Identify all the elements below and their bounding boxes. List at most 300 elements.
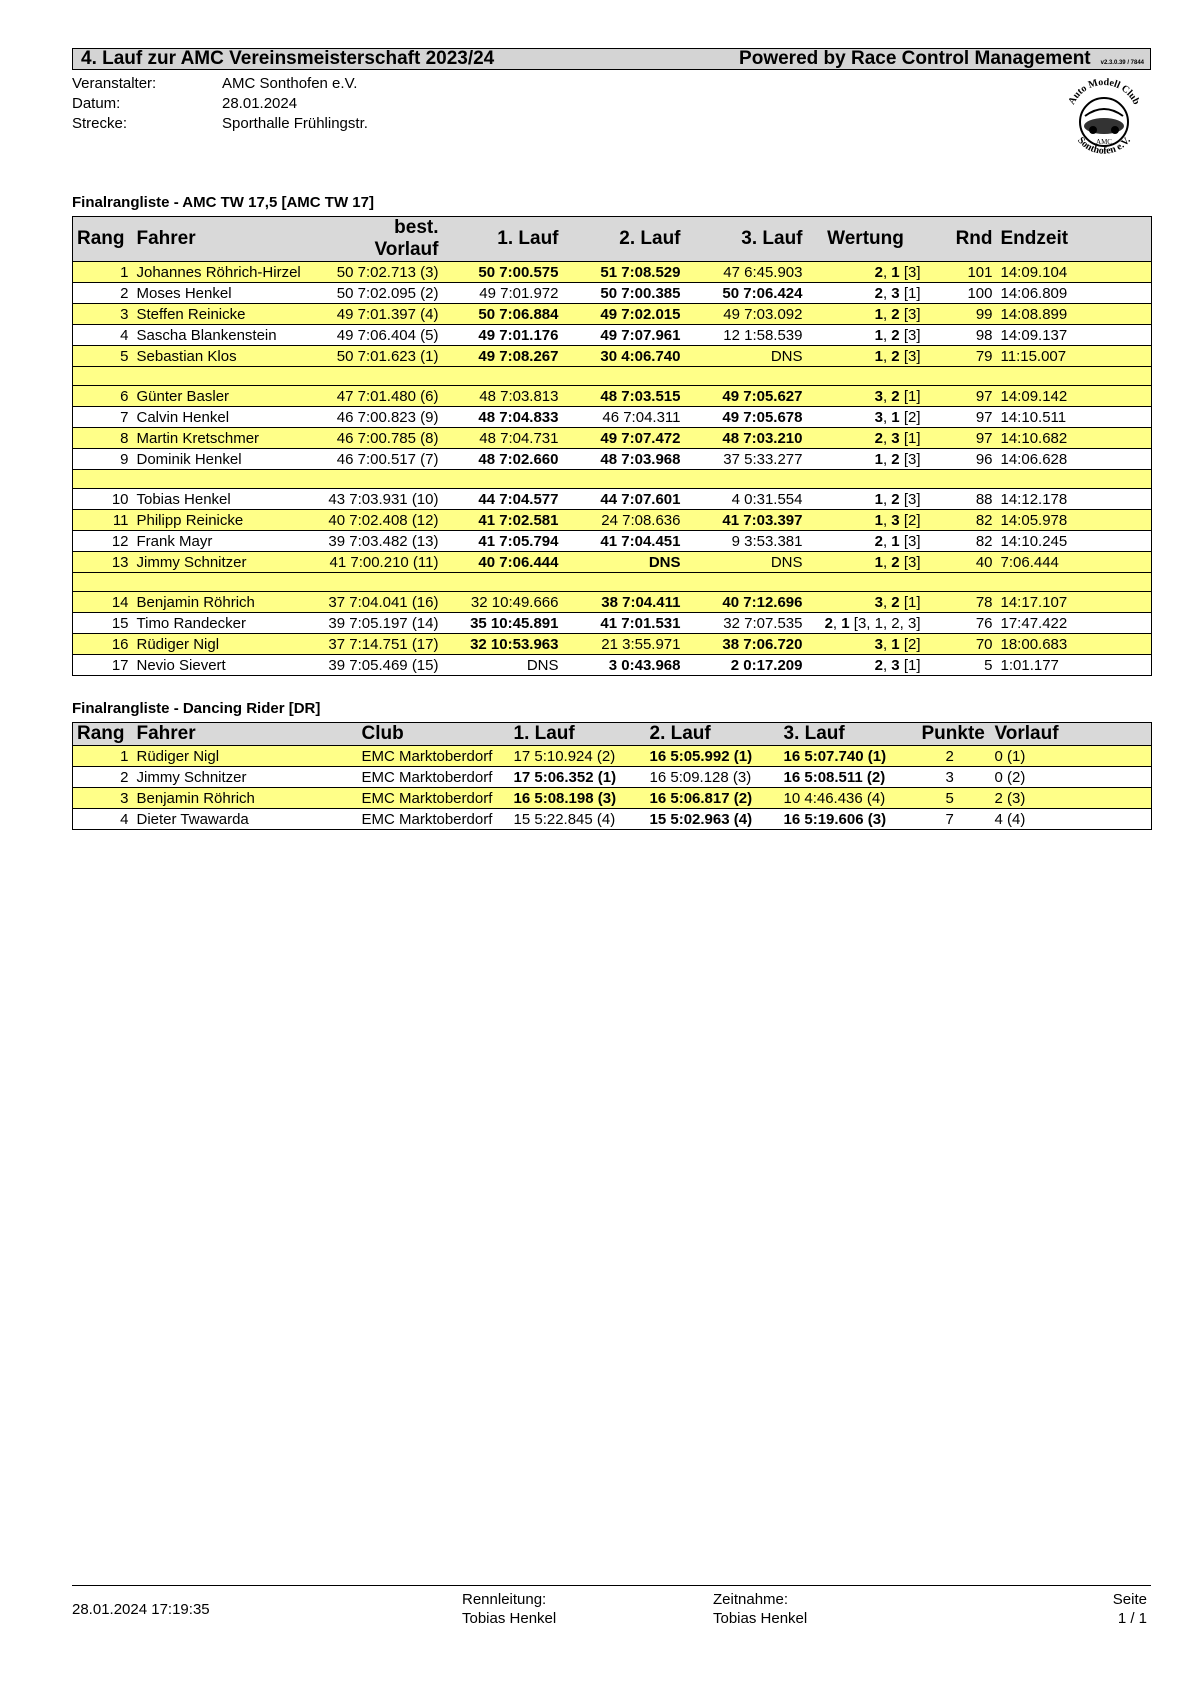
best-heat-cell: 50 7:02.095 (2) [323,283,443,304]
page-footer [72,1585,1151,1627]
run3-cell: 12 1:58.539 [685,325,807,346]
end-time-cell: 14:10.682 [997,428,1152,449]
table-row [73,510,1152,531]
score-cell [807,304,925,325]
score-sep: , [882,387,892,405]
run2-cell [646,788,780,809]
score-cell [807,531,925,552]
col-rnd: Rnd [925,217,997,262]
rank-cell: 4 [73,325,133,346]
run3-cell [685,634,807,655]
end-time-cell: 14:09.137 [997,325,1152,346]
club-cell: EMC Marktoberdorf [358,746,510,767]
run3-cell: 9 3:53.381 [685,531,807,552]
score-first: 2 [874,429,883,447]
score-sep: , [882,305,892,323]
run1-cell [443,613,563,634]
run2-cell [563,386,685,407]
end-time-cell: 18:00.683 [997,634,1152,655]
run2-cell-value: 44 7:07.601 [600,490,681,508]
club-cell: EMC Marktoberdorf [358,788,510,809]
table-row [73,428,1152,449]
driver-cell: Dieter Twawarda [133,809,358,830]
run3-cell [780,809,918,830]
run1-cell-value: 44 7:04.577 [478,490,559,508]
score-detail: [1] [903,429,921,447]
svg-text:Sonthofen e.V.: Sonthofen e.V. [1075,135,1133,157]
run1-cell-value: 41 7:02.581 [478,511,559,529]
run2-cell [646,746,780,767]
run2-cell-value: 50 7:00.385 [600,284,681,302]
run2-cell [563,325,685,346]
score-detail: [3] [903,490,921,508]
col-endzeit: Endzeit [997,217,1152,262]
run1-cell [443,510,563,531]
run1-cell: 32 10:49.666 [443,592,563,613]
meta-label: Veranstalter: [72,75,157,92]
col-fahrer: Fahrer [133,217,323,262]
table-row [73,552,1152,573]
score-cell [807,655,925,676]
run3-cell: 10 4:46.436 (4) [780,788,918,809]
score-sep: , [832,614,842,632]
run3-cell [685,592,807,613]
run1-cell [443,304,563,325]
score-second: 1 [891,635,900,653]
driver-cell: Rüdiger Nigl [133,746,358,767]
end-time-cell: 14:10.511 [997,407,1152,428]
run2-cell-value: 48 7:03.968 [600,450,681,468]
score-detail: [1] [903,284,921,302]
score-first: 2 [874,284,883,302]
run3-cell-value: 49 7:05.678 [722,408,803,426]
score-cell [807,449,925,470]
score-second: 1 [891,408,900,426]
driver-cell: Benjamin Röhrich [133,788,358,809]
version-label: v2.3.0.39 / 7844 [1100,60,1144,66]
score-first: 1 [874,305,883,323]
points-cell: 5 [918,788,991,809]
rank-cell: 9 [73,449,133,470]
separator-cell [73,470,1152,489]
best-heat-cell: 40 7:02.408 (12) [323,510,443,531]
run1-cell-value: 41 7:05.794 [478,532,559,550]
zeitnahme-label: Zeitnahme: [713,1591,789,1608]
run1-cell: 49 7:01.972 [443,283,563,304]
rennleitung-name: Tobias Henkel [462,1610,557,1627]
score-sep: , [882,429,892,447]
score-first: 2 [874,263,883,281]
score-second: 2 [891,326,900,344]
score-cell [807,613,925,634]
run2-cell [563,346,685,367]
run3-cell [780,767,918,788]
page-number [1113,1590,1147,1628]
run3-cell [685,283,807,304]
results-table-tw17 [72,216,1152,676]
points-cell: 2 [918,746,991,767]
best-heat-cell: 46 7:00.823 (9) [323,407,443,428]
score-second: 2 [891,305,900,323]
rank-cell: 3 [73,788,133,809]
run1-cell: 17 5:10.924 (2) [510,746,646,767]
score-first: 2 [874,656,883,674]
table-header [73,217,1152,262]
rounds-cell: 70 [925,634,997,655]
run1-cell: 15 5:22.845 (4) [510,809,646,830]
score-first: 1 [874,347,883,365]
score-sep: , [882,511,892,529]
run2-cell [563,592,685,613]
run1-cell-value: 17 5:06.352 (1) [513,768,617,786]
end-time-cell: 7:06.444 [997,552,1152,573]
rank-cell: 13 [73,552,133,573]
score-detail: [3] [903,450,921,468]
score-cell [807,510,925,531]
end-time-cell: 14:09.104 [997,262,1152,283]
table-row [73,283,1152,304]
meta-label: Datum: [72,95,121,112]
page [72,48,1151,830]
run2-cell [563,304,685,325]
rank-cell: 7 [73,407,133,428]
rounds-cell: 79 [925,346,997,367]
driver-cell: Günter Basler [133,386,323,407]
score-cell [807,634,925,655]
best-heat-cell: 37 7:04.041 (16) [323,592,443,613]
score-first: 1 [874,553,883,571]
run2-cell [563,283,685,304]
rounds-cell: 96 [925,449,997,470]
table-row [73,788,1152,809]
run2-cell [646,809,780,830]
run2-cell-value: 49 7:07.961 [600,326,681,344]
run3-cell: 49 7:03.092 [685,304,807,325]
best-heat-cell: 49 7:01.397 (4) [323,304,443,325]
end-time-cell: 11:15.007 [997,346,1152,367]
score-cell [807,428,925,449]
table-row [73,386,1152,407]
score-second: 3 [891,511,900,529]
driver-cell: Timo Randecker [133,613,323,634]
run3-cell-value: 49 7:05.627 [722,387,803,405]
end-time-cell: 14:08.899 [997,304,1152,325]
run1-cell-value: 16 5:08.198 (3) [513,789,617,807]
run1-cell-value: 48 7:04.833 [478,408,559,426]
run2-cell-value: 49 7:02.015 [600,305,681,323]
run2-cell-value: 16 5:06.817 (2) [649,789,753,807]
run2-cell-value: 3 0:43.968 [608,656,681,674]
rounds-cell: 82 [925,510,997,531]
run1-cell [443,325,563,346]
run1-cell [443,346,563,367]
col-wertung: Wertung [807,217,925,262]
run2-cell-value: 30 4:06.740 [600,347,681,365]
rounds-cell: 97 [925,428,997,449]
score-first: 3 [874,635,883,653]
heat-cell: 0 (2) [991,767,1152,788]
rounds-cell: 99 [925,304,997,325]
run3-cell-value: 16 5:07.740 (1) [783,747,887,765]
score-first: 1 [874,511,883,529]
heat-cell: 2 (3) [991,788,1152,809]
best-heat-cell: 47 7:01.480 (6) [323,386,443,407]
club-cell: EMC Marktoberdorf [358,767,510,788]
run2-cell-value: 15 5:02.963 (4) [649,810,753,828]
run1-cell-value: 40 7:06.444 [478,553,559,571]
score-second: 2 [891,347,900,365]
run3-cell-value: 16 5:08.511 (2) [783,768,886,786]
run2-cell-value: 38 7:04.411 [601,593,681,611]
col-vorlauf: Vorlauf [991,723,1152,746]
table-row [73,634,1152,655]
score-sep: , [882,326,892,344]
rank-cell: 10 [73,489,133,510]
rank-cell: 4 [73,809,133,830]
driver-cell: Nevio Sievert [133,655,323,676]
best-heat-cell: 39 7:03.482 (13) [323,531,443,552]
col-best-vorlauf: best. Vorlauf [323,217,443,262]
score-detail: [3] [903,305,921,323]
seite-value: 1 / 1 [1117,1610,1147,1627]
run1-cell: DNS [443,655,563,676]
driver-cell: Rüdiger Nigl [133,634,323,655]
score-sep: , [882,450,892,468]
run3-cell: DNS [685,346,807,367]
score-first: 1 [874,490,883,508]
driver-cell: Tobias Henkel [133,489,323,510]
driver-cell: Sebastian Klos [133,346,323,367]
score-first: 3 [874,593,883,611]
rank-cell: 8 [73,428,133,449]
run2-cell: 16 5:09.128 (3) [646,767,780,788]
svg-text:AMC: AMC [1096,138,1112,146]
rank-cell: 5 [73,346,133,367]
end-time-cell: 14:12.178 [997,489,1152,510]
rounds-cell: 40 [925,552,997,573]
run3-cell-value: 41 7:03.397 [722,511,803,529]
col-rang: Rang [73,723,133,746]
meta-value: AMC Sonthofen e.V. [222,75,358,92]
rounds-cell: 98 [925,325,997,346]
score-sep: , [882,490,892,508]
score-cell [807,407,925,428]
score-cell [807,489,925,510]
end-time-cell: 14:10.245 [997,531,1152,552]
col-lauf3: 3. Lauf [685,217,807,262]
run2-cell [563,449,685,470]
table-row [73,809,1152,830]
table-row [73,655,1152,676]
driver-cell: Sascha Blankenstein [133,325,323,346]
col-lauf1: 1. Lauf [510,723,646,746]
separator-cell [73,367,1152,386]
heat-cell: 0 (1) [991,746,1152,767]
score-detail: [1] [903,593,921,611]
end-time-cell: 14:05.978 [997,510,1152,531]
run2-cell [563,613,685,634]
best-heat-cell: 50 7:02.713 (3) [323,262,443,283]
best-heat-cell: 41 7:00.210 (11) [323,552,443,573]
run1-cell [443,531,563,552]
table-row [73,407,1152,428]
driver-cell: Frank Mayr [133,531,323,552]
run3-cell [685,655,807,676]
score-cell [807,552,925,573]
section-title-dr: Finalrangliste - Dancing Rider [DR] [72,700,321,717]
results-table-dr [72,722,1152,830]
run2-cell-value: 48 7:03.515 [600,387,681,405]
col-lauf2: 2. Lauf [563,217,685,262]
points-cell: 3 [918,767,991,788]
best-heat-cell: 39 7:05.469 (15) [323,655,443,676]
driver-cell: Steffen Reinicke [133,304,323,325]
score-second: 2 [891,593,900,611]
score-first: 3 [874,408,883,426]
score-detail: [3] [903,347,921,365]
end-time-cell: 14:06.628 [997,449,1152,470]
run3-cell: 32 7:07.535 [685,613,807,634]
table-row [73,592,1152,613]
rank-cell: 16 [73,634,133,655]
run3-cell: 37 5:33.277 [685,449,807,470]
run2-cell [563,655,685,676]
run1-cell [443,489,563,510]
run1-cell [510,788,646,809]
score-first: 1 [874,450,883,468]
score-first: 2 [824,614,833,632]
best-heat-cell: 50 7:01.623 (1) [323,346,443,367]
score-sep: , [882,656,892,674]
rank-cell: 1 [73,262,133,283]
score-detail: [2] [903,511,921,529]
score-detail: [3] [903,263,921,281]
rank-cell: 2 [73,283,133,304]
score-sep: , [882,408,892,426]
run1-cell-value: 50 7:00.575 [478,263,559,281]
print-datetime: 28.01.2024 17:19:35 [72,1601,210,1618]
run2-cell [563,552,685,573]
club-cell: EMC Marktoberdorf [358,809,510,830]
col-club: Club [358,723,510,746]
score-sep: , [882,347,892,365]
end-time-cell: 14:09.142 [997,386,1152,407]
powered-by: Powered by Race Control Management [739,48,1091,69]
run2-cell-value: 41 7:01.531 [600,614,681,632]
event-meta [72,74,1151,157]
rennleitung-label: Rennleitung: [462,1591,547,1608]
rounds-cell: 5 [925,655,997,676]
score-detail: [1] [903,387,921,405]
score-second: 2 [891,490,900,508]
best-heat-cell: 39 7:05.197 (14) [323,613,443,634]
zeitnahme [713,1590,807,1628]
rounds-cell: 97 [925,386,997,407]
score-cell [807,262,925,283]
score-detail: [2] [903,635,921,653]
run2-cell-value: 51 7:08.529 [600,263,681,281]
run1-cell-value: 49 7:01.176 [478,326,559,344]
run3-cell-value: 48 7:03.210 [722,429,803,447]
run3-cell-value: 38 7:06.720 [722,635,803,653]
score-second: 1 [841,614,850,632]
table-row [73,613,1152,634]
table-row [73,489,1152,510]
run3-cell [780,746,918,767]
run1-cell-value: 50 7:06.884 [478,305,559,323]
driver-cell: Jimmy Schnitzer [133,552,323,573]
rennleitung [462,1590,556,1628]
rank-cell: 1 [73,746,133,767]
rank-cell: 2 [73,767,133,788]
score-sep: , [882,532,892,550]
rank-cell: 14 [73,592,133,613]
score-sep: , [882,553,892,571]
run2-cell [563,531,685,552]
best-heat-cell: 43 7:03.931 (10) [323,489,443,510]
end-time-cell: 14:06.809 [997,283,1152,304]
event-title: 4. Lauf zur AMC Vereinsmeisterschaft 2023/24 [81,48,495,69]
score-second: 2 [891,387,900,405]
driver-cell: Dominik Henkel [133,449,323,470]
separator-row [73,573,1152,592]
end-time-cell: 17:47.422 [997,613,1152,634]
score-second: 3 [891,656,900,674]
best-heat-cell: 49 7:06.404 (5) [323,325,443,346]
rounds-cell: 101 [925,262,997,283]
end-time-cell: 1:01.177 [997,655,1152,676]
run1-cell-value: 48 7:02.660 [478,450,559,468]
score-detail: [1] [903,656,921,674]
title-bar [72,48,1151,70]
run2-cell-value: 41 7:04.451 [600,532,681,550]
run1-cell-value: 35 10:45.891 [470,614,559,632]
score-detail: [3] [903,532,921,550]
meta-label: Strecke: [72,115,128,132]
run3-cell [685,407,807,428]
run1-cell [443,449,563,470]
score-cell [807,325,925,346]
rank-cell: 15 [73,613,133,634]
score-sep: , [882,635,892,653]
rounds-cell: 78 [925,592,997,613]
run1-cell [443,552,563,573]
run2-cell [563,262,685,283]
col-lauf2: 2. Lauf [646,723,780,746]
run2-cell: 24 7:08.636 [563,510,685,531]
meta-value: 28.01.2024 [222,95,298,112]
heat-cell: 4 (4) [991,809,1152,830]
run3-cell-value: 40 7:12.696 [722,593,803,611]
score-second: 1 [891,532,900,550]
run3-cell-value: 16 5:19.606 (3) [783,810,887,828]
run2-cell: 46 7:04.311 [563,407,685,428]
rank-cell: 12 [73,531,133,552]
score-detail: [3] [903,553,921,571]
run2-cell: 21 3:55.971 [563,634,685,655]
meta-value: Sporthalle Frühlingstr. [222,115,368,132]
rounds-cell: 82 [925,531,997,552]
driver-cell: Calvin Henkel [133,407,323,428]
rank-cell: 6 [73,386,133,407]
score-second: 2 [891,553,900,571]
driver-cell: Jimmy Schnitzer [133,767,358,788]
score-cell [807,283,925,304]
score-cell [807,386,925,407]
run1-cell [510,767,646,788]
score-sep: , [882,593,892,611]
run1-cell [443,262,563,283]
